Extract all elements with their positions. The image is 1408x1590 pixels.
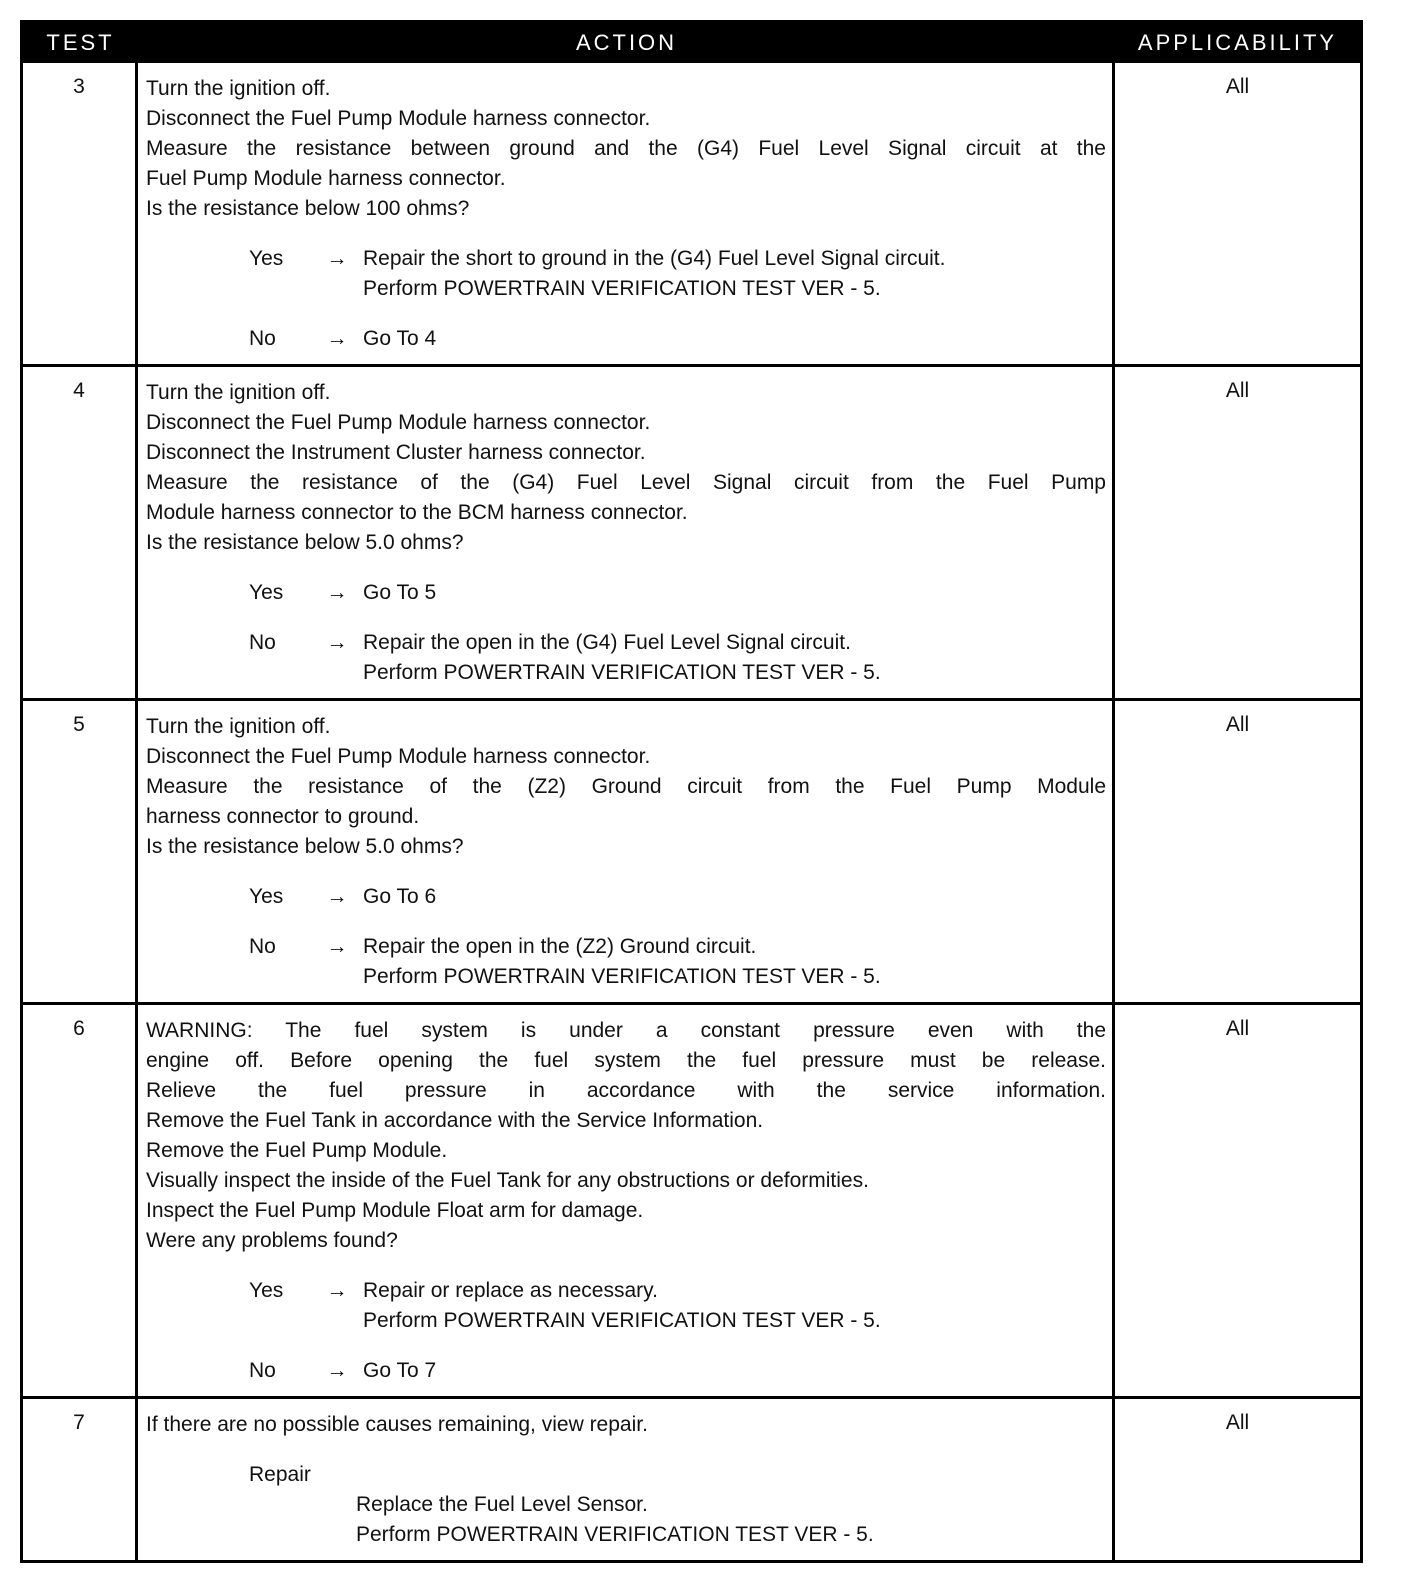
action-step: Remove the Fuel Pump Module.: [146, 1139, 448, 1162]
action-step: Disconnect the Fuel Pump Module harness connector.: [146, 411, 651, 434]
applicability-value: All: [1225, 1411, 1250, 1434]
table-row: [23, 1396, 1360, 1560]
answer-label: Yes: [249, 581, 284, 604]
result-line: Repair the short to ground in the (G4) Fuel Level Signal circuit.: [363, 247, 946, 270]
action-step: Disconnect the Fuel Pump Module harness connector.: [146, 107, 651, 130]
test-number: 4: [23, 367, 138, 698]
outcome-result: [363, 932, 1106, 992]
outcome-result: [363, 578, 1106, 608]
test-number: 5: [23, 701, 138, 1002]
result-line: Repair or replace as necessary.: [363, 1279, 658, 1302]
action-step: Module harness connector to the BCM harness connector.: [146, 501, 688, 524]
arrow-right-icon: →: [326, 885, 348, 908]
answer-label: Yes: [249, 247, 284, 270]
table-body: [23, 63, 1360, 1560]
repair-steps: [356, 1490, 1106, 1550]
repair-step: Perform POWERTRAIN VERIFICATION TEST VER - 5.: [356, 1523, 874, 1546]
action-step: Inspect the Fuel Pump Module Float arm for damage.: [146, 1199, 644, 1222]
action-cell: [138, 1399, 1115, 1560]
outcome-result: [363, 1276, 1106, 1336]
action-cell: [138, 63, 1115, 364]
applicability-value: All: [1225, 379, 1250, 402]
test-number: 3: [23, 63, 138, 364]
action-step: Measure the resistance of the (G4) Fuel Level Signal circuit from the Fuel Pump: [146, 471, 1106, 494]
arrow-right-icon: →: [326, 581, 348, 604]
arrow-right-icon: →: [326, 935, 348, 958]
action-step: WARNING: The fuel system is under a constant pressure even with the: [146, 1019, 1106, 1042]
action-step: Turn the ignition off.: [146, 77, 331, 100]
table-header: [23, 23, 1360, 63]
outcome-yes: [146, 578, 1106, 608]
action-step: Is the resistance below 100 ohms?: [146, 197, 470, 220]
result-line: Go To 6: [363, 885, 437, 908]
action-step: harness connector to ground.: [146, 805, 420, 828]
diagnostic-test-table: [20, 20, 1363, 1563]
header-action: ACTION: [575, 30, 678, 55]
outcome-no: [146, 324, 1106, 354]
action-cell: [138, 367, 1115, 698]
table-row: [23, 1002, 1360, 1396]
outcome-no: [146, 628, 1106, 688]
result-line: Perform POWERTRAIN VERIFICATION TEST VER - 5.: [363, 277, 881, 300]
action-step: Were any problems found?: [146, 1229, 398, 1252]
applicability-value: All: [1225, 1017, 1250, 1040]
applicability-value: All: [1225, 713, 1250, 736]
table-row: [23, 63, 1360, 364]
action-step: Remove the Fuel Tank in accordance with the Service Information.: [146, 1109, 764, 1132]
result-line: Perform POWERTRAIN VERIFICATION TEST VER - 5.: [363, 661, 881, 684]
outcome-result: [363, 628, 1106, 688]
action-step: Measure the resistance between ground and the (G4) Fuel Level Signal circuit at the: [146, 137, 1106, 160]
header-applicability: APPLICABILITY: [1137, 30, 1338, 55]
arrow-right-icon: →: [326, 1359, 348, 1382]
outcome-result: [363, 882, 1106, 912]
answer-label: No: [249, 327, 276, 350]
action-step: If there are no possible causes remaining, view repair.: [146, 1413, 648, 1436]
result-line: Perform POWERTRAIN VERIFICATION TEST VER - 5.: [363, 1309, 881, 1332]
action-step: engine off. Before opening the fuel system the fuel pressure must be release.: [146, 1049, 1106, 1072]
answer-label: No: [249, 631, 276, 654]
header-test: TEST: [46, 30, 115, 55]
result-line: Perform POWERTRAIN VERIFICATION TEST VER - 5.: [363, 965, 881, 988]
outcome-no: [146, 932, 1106, 992]
repair-step: Replace the Fuel Level Sensor.: [356, 1493, 648, 1516]
table-row: [23, 698, 1360, 1002]
result-line: Go To 4: [363, 327, 437, 350]
applicability-value: All: [1225, 75, 1250, 98]
arrow-right-icon: →: [326, 1279, 348, 1302]
action-step: Is the resistance below 5.0 ohms?: [146, 531, 464, 554]
outcome-yes: [146, 244, 1106, 304]
action-step: Turn the ignition off.: [146, 381, 331, 404]
action-step: Visually inspect the inside of the Fuel Tank for any obstructions or deformities.: [146, 1169, 869, 1192]
outcome-result: [363, 1356, 1106, 1386]
answer-label: No: [249, 1359, 276, 1382]
answer-label: Yes: [249, 1279, 284, 1302]
arrow-right-icon: →: [326, 247, 348, 270]
action-step: Fuel Pump Module harness connector.: [146, 167, 506, 190]
answer-label: No: [249, 935, 276, 958]
result-line: Repair the open in the (G4) Fuel Level Signal circuit.: [363, 631, 851, 654]
action-cell: [138, 1005, 1115, 1396]
outcome-no: [146, 1356, 1106, 1386]
action-step: Disconnect the Instrument Cluster harness connector.: [146, 441, 646, 464]
table-row: [23, 364, 1360, 698]
test-number: 7: [23, 1399, 138, 1560]
action-step: Turn the ignition off.: [146, 715, 331, 738]
test-number: 6: [23, 1005, 138, 1396]
result-line: Go To 5: [363, 581, 437, 604]
result-line: Go To 7: [363, 1359, 437, 1382]
outcome-result: [363, 244, 1106, 304]
repair-label: Repair: [249, 1463, 311, 1486]
arrow-right-icon: →: [326, 631, 348, 654]
action-step: Relieve the fuel pressure in accordance with the service information.: [146, 1079, 1106, 1102]
answer-label: Yes: [249, 885, 284, 908]
outcome-yes: [146, 1276, 1106, 1336]
action-step: Is the resistance below 5.0 ohms?: [146, 835, 464, 858]
action-step: Measure the resistance of the (Z2) Ground circuit from the Fuel Pump Module: [146, 775, 1106, 798]
arrow-right-icon: →: [326, 327, 348, 350]
result-line: Repair the open in the (Z2) Ground circuit.: [363, 935, 757, 958]
outcome-yes: [146, 882, 1106, 912]
outcome-result: [363, 324, 1106, 354]
action-step: Disconnect the Fuel Pump Module harness connector.: [146, 745, 651, 768]
action-cell: [138, 701, 1115, 1002]
